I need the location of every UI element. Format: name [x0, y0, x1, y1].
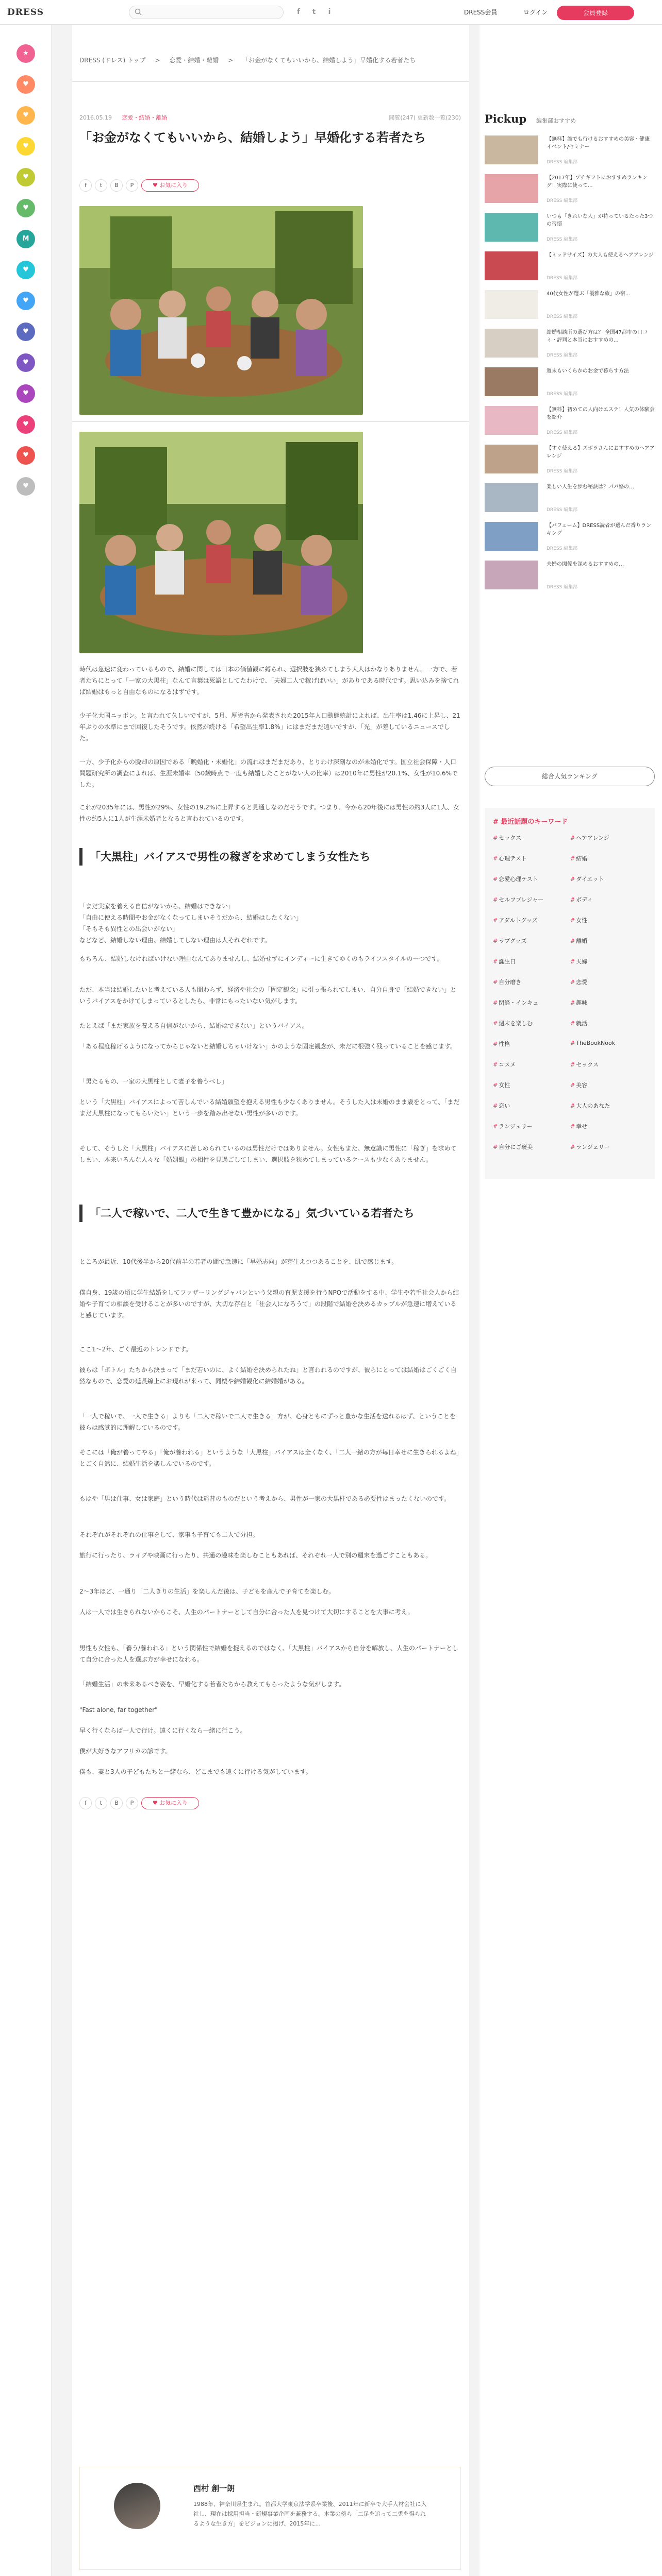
keyword-rank: # [570, 979, 575, 986]
keyword-label[interactable]: 週末を楽しむ [499, 1020, 533, 1027]
trending-keyword[interactable] [570, 998, 587, 1007]
pickup-thumbnail[interactable] [485, 561, 538, 589]
pickup-title[interactable]: いつも「きれいな人」が持っているたった3つの習慣 [547, 214, 653, 227]
keyword-rank: # [570, 1020, 575, 1027]
hero-photo [79, 206, 363, 415]
trending-keyword[interactable] [570, 834, 609, 842]
hatena-share-icon[interactable]: B [110, 179, 123, 192]
keyword-label[interactable]: 恋愛心理テスト [499, 876, 538, 883]
pickup-source: DRESS 編集部 [547, 353, 578, 358]
keyword-rank: # [493, 938, 498, 944]
pickup-thumbnail[interactable] [485, 290, 538, 319]
breadcrumb-category[interactable]: 恋愛・結婚・離婚 [169, 57, 219, 64]
author-bio: 1988年、神奈川県生まれ。首都大学東京法学系卒業後、2011年に新卒で大手人材会社に入社し、現在は採用担当・新規事業企画を兼務する。本業の傍ら「二足を追って二兎を得られるような生き方」をビジョンに掲げ、2015年に... [193, 2501, 427, 2527]
trending-keyword[interactable] [570, 895, 592, 904]
category-icon[interactable]: ★ [16, 44, 35, 63]
keyword-label[interactable]: 夫婦 [576, 958, 588, 965]
trending-keyword[interactable] [493, 937, 526, 945]
pickup-thumbnail[interactable] [485, 251, 538, 280]
trending-keyword[interactable] [493, 1122, 533, 1130]
pickup-title[interactable]: 【無料】誰でも行けるおすすめの美容・健康イベント/セミナー [547, 137, 650, 150]
keyword-rank: # [570, 938, 575, 944]
pickup-source: DRESS 編集部 [547, 160, 578, 165]
pickup-source: DRESS 編集部 [547, 430, 578, 435]
keyword-label[interactable]: 性格 [499, 1041, 510, 1047]
category-icon[interactable]: ♥ [16, 199, 35, 217]
pickup-thumbnail[interactable] [485, 522, 538, 551]
trending-keyword[interactable] [493, 978, 521, 986]
keyword-label[interactable]: 心理テスト [499, 855, 527, 862]
member-link[interactable]: DRESS会員 [464, 9, 498, 16]
pickup-title[interactable]: 【すぐ使える】ズボラさんにおすすめのヘアアレンジ [547, 446, 655, 459]
article-paragraph: 僕も、妻と3人の子どもたちと一緒なら、どこまでも遠くに行ける気がしています。 [79, 1768, 312, 1775]
keyword-label[interactable]: 女性 [499, 1082, 510, 1089]
ranking-button[interactable]: 総合人気ランキング [485, 767, 655, 786]
pickup-title[interactable]: 週末もいくらかのお金で暮らす方法 [547, 368, 629, 374]
article-column [72, 25, 469, 2576]
article-stats: 閲覧(247) 更新数一覧(230) [389, 114, 461, 121]
keyword-label[interactable]: 誕生日 [499, 958, 516, 965]
trending-keyword[interactable] [570, 978, 587, 986]
pickup-source: DRESS 編集部 [547, 507, 578, 513]
facebook-share-icon[interactable]: f [79, 1797, 92, 1809]
keyword-label[interactable]: 大人のあなた [576, 1103, 610, 1109]
trending-keyword[interactable] [570, 957, 587, 965]
article-paragraph: そして、そうした「大黒柱」バイアスに苦しめられているのは男性だけではありません。女性もまた、無意識に男性に「稼ぎ」を求めてしまい、本来いろんな人々な「婚姻観」の相性を見過ごしてしまい、選択肢を狭めてしまっているケースも少なくありません。 [79, 1145, 457, 1163]
article-paragraph: 「一人で稼いで、一人で生きる」よりも「二人で稼いで二人で生きる」方が、心身ともにずっと豊かな生活を送れるはず、ということを彼らは感覚的に理解しているのです。 [79, 1413, 456, 1431]
pickup-thumbnail[interactable] [485, 174, 538, 203]
keyword-label[interactable]: アダルトグッズ [499, 917, 538, 924]
keyword-rank: # [570, 999, 575, 1006]
article-paragraph: 旅行に行ったり、ライブや映画に行ったり、共通の趣味を楽しむこともあれば、それぞれ一人で別の週末を過ごすこともある。 [79, 1552, 432, 1559]
trending-keyword[interactable] [570, 916, 587, 924]
search-input[interactable] [129, 6, 284, 19]
section-heading: 「二人で稼いで、二人で生きて豊かになる」気づいている若者たち [79, 1205, 461, 1222]
trending-keyword[interactable] [570, 1040, 615, 1046]
pickup-subtitle: 編集部おすすめ [536, 117, 576, 124]
trending-keyword[interactable] [570, 1101, 610, 1110]
article-paragraph: ただ、本当は結婚したいと考えている人も間わらず、経済や社会の「固定観念」に引っ張られてしまい、自分自身で「結婚できない」というバイアスをかけてしまっているとしたら、非常にもったいない気がします。 [79, 986, 457, 1005]
trending-keyword[interactable] [570, 875, 604, 883]
breadcrumb-home[interactable]: DRESS (ドレス) トップ [79, 57, 146, 64]
article-paragraph: ここ1〜2年、ごく最近のトレンドです。 [79, 1346, 192, 1353]
keyword-label[interactable]: ラブグッズ [499, 938, 527, 944]
trending-keyword[interactable] [493, 1019, 533, 1027]
pickup-item[interactable] [485, 561, 655, 591]
trending-keyword[interactable] [493, 1143, 533, 1151]
pickup-item[interactable] [485, 406, 655, 437]
keyword-rank: # [570, 917, 575, 924]
share-bar-bottom [79, 1797, 199, 1809]
keyword-label[interactable]: 就活 [576, 1020, 588, 1027]
article-paragraph: 「結婚生活」の未来あるべき姿を、早婚化する若者たちから教えてもらったような気がします。 [79, 1681, 345, 1688]
family-dinner-image [79, 206, 363, 415]
keyword-rank: # [493, 958, 498, 965]
author-name[interactable]: 西村 創一朗 [193, 2484, 235, 2493]
article-date: 2016.05.19 [79, 114, 112, 121]
pickup-thumbnail[interactable] [485, 445, 538, 473]
keyword-rank: # [570, 896, 575, 903]
favorite-button[interactable]: ♥ お気に入り [141, 179, 199, 192]
trending-keyword[interactable] [493, 1060, 516, 1069]
trending-keyword[interactable] [493, 875, 538, 883]
article-paragraph: 僕自身、19歳の頃に学生結婚をしてファザーリングジャパンという父親の育児支援を行うNPOで活動をする中、学生や若手社会人から結婚や子育ての相談を受けることが多いのですが、大切な存在と「社会人になろうて」の段階で結婚を決めるカップルが急速に増えていると感じています。 [79, 1289, 459, 1319]
pocket-share-icon[interactable]: P [126, 179, 138, 192]
search-icon [135, 8, 142, 15]
article-paragraph: もちろん、結婚しなければいけない理由なんてありませんし、結婚せずにインディーに生きてゆくのもライフスタイルの一つです。 [79, 955, 443, 962]
trending-keyword[interactable] [493, 895, 543, 904]
keyword-rank: # [493, 855, 498, 862]
pickup-title[interactable]: 楽しい人生を歩む秘訣は？パパ婚の… [547, 484, 634, 490]
keyword-label[interactable]: ヘアアレンジ [576, 835, 609, 841]
keyword-label[interactable]: ランジェリー [499, 1123, 533, 1130]
trending-keyword[interactable] [493, 854, 527, 862]
article-paragraph: 2〜3年ほど、一通り「二人きりの生活」を楽しんだ後は、子どもを産んで子育てを楽しむ。 [79, 1588, 335, 1595]
article-paragraph: それぞれがそれぞれの仕事をして、家事も子育ても二人で分担。 [79, 1531, 259, 1538]
facebook-icon[interactable]: f [296, 8, 301, 16]
keyword-rank: # [493, 979, 498, 986]
keyword-rank: # [493, 896, 498, 903]
pickup-title[interactable]: 結婚相談所の選び方は？ 全国47都市の口コミ・評判と本当におすすめの... [547, 330, 648, 343]
keyword-label[interactable]: ダイエット [576, 876, 604, 883]
keyword-label[interactable]: TheBookNook [576, 1040, 616, 1046]
pickup-source: DRESS 編集部 [547, 546, 578, 551]
trending-keyword[interactable] [570, 1081, 587, 1089]
pickup-item[interactable] [485, 445, 655, 476]
pickup-source: DRESS 編集部 [547, 237, 578, 242]
pickup-thumbnail[interactable] [485, 483, 538, 512]
pickup-source: DRESS 編集部 [547, 469, 578, 474]
site-logo[interactable]: DRESS [7, 7, 44, 18]
site-header [0, 0, 662, 25]
article-paragraph: もはや「男は仕事、女は家庭」という時代は遥昔のものだという考えから、男性が一家の大黒柱である必要性はまったくないのです。 [79, 1495, 451, 1502]
pickup-item[interactable] [485, 522, 655, 553]
pickup-item[interactable] [485, 290, 655, 321]
category-icon[interactable]: M [16, 230, 35, 248]
keyword-label[interactable]: 恋愛 [576, 979, 588, 986]
keyword-label[interactable]: セックス [576, 1061, 599, 1068]
breadcrumb: DRESS (ドレス) トップ > 恋愛・結婚・離婚 > 「お金がなくてもいいから、結婚しよう」早婚化する若者たち [79, 57, 416, 64]
trending-keyword[interactable] [493, 957, 516, 965]
keyword-rank: # [570, 876, 575, 883]
trending-keywords-title: # 最近話題のキーワード [493, 818, 568, 826]
article-lead: 時代は急速に変わっているもので、結婚に関しては日本の価値観に縛られ、選択肢を狭めてしまう大人はかなりありません。一方で、若者たちにとって「一家の大黒柱」なんて言葉は死語としてたわけで、「夫婦二人で稼げばいい」がありである時代です。思い込みを捨てれば結婚はもっと自由なものになるはずです。 [79, 666, 459, 696]
keyword-label[interactable]: 女性 [576, 917, 588, 924]
category-icon[interactable]: ♥ [16, 384, 35, 403]
pickup-title[interactable]: 40代女性が選ぶ「優雅な旅」の宿… [547, 291, 631, 297]
category-icon[interactable]: ♥ [16, 415, 35, 434]
keyword-rank: # [493, 1020, 498, 1027]
keyword-label[interactable]: 幸せ [576, 1123, 588, 1130]
pickup-title[interactable]: 【無料】初めての人向けエステ！人気の体験会を紹介 [547, 407, 655, 420]
pickup-thumbnail[interactable] [485, 329, 538, 358]
category-icon[interactable]: ♥ [16, 75, 35, 94]
category-icon[interactable]: ♥ [16, 292, 35, 310]
trending-keyword[interactable] [570, 1019, 587, 1027]
pickup-source: DRESS 編集部 [547, 585, 578, 590]
article-paragraph: ところが最近、10代後半から20代前半の若者の間で急速に「早婚志向」が芽生えつつあることを、肌で感じます。 [79, 1258, 398, 1265]
trending-keyword[interactable] [493, 998, 538, 1007]
article-paragraph: たとえば「まだ家族を養える自信がないから、結婚はできない」というバイアス。 [79, 1022, 308, 1029]
category-icon[interactable]: ♥ [16, 323, 35, 341]
login-link[interactable]: ログイン [523, 9, 548, 16]
family-dinner-image [79, 432, 363, 653]
divider [72, 81, 469, 82]
instagram-icon[interactable]: i [328, 8, 331, 16]
pickup-thumbnail[interactable] [485, 135, 538, 164]
article-title: 「お金がなくてもいいから、結婚しよう」早婚化する若者たち [79, 130, 426, 145]
keyword-rank: # [493, 835, 498, 841]
trending-keyword[interactable] [493, 916, 538, 924]
twitter-icon[interactable]: t [312, 8, 316, 16]
pocket-share-icon[interactable]: P [126, 1797, 138, 1809]
pickup-thumbnail[interactable] [485, 367, 538, 396]
article-paragraph: 「男たるもの、一家の大黒柱として妻子を養うべし」 [79, 1078, 228, 1085]
author-avatar [114, 2483, 160, 2529]
category-icon[interactable]: ♥ [16, 106, 35, 125]
article-paragraph: そこには「俺が養ってやる」「俺が養われる」というような「大黒柱」バイアスは全くなく、「二人一緒の方が毎日幸せに生きられるよね」とごく自然に、結婚生活を楽しんでいるのです。 [79, 1449, 459, 1467]
pickup-item[interactable] [485, 483, 655, 514]
keyword-rank: # [493, 1061, 498, 1068]
pickup-title: Pickup [485, 112, 527, 125]
keyword-rank: # [493, 1123, 498, 1130]
article-quote: "Fast alone, far together" [79, 1706, 158, 1714]
article-category[interactable]: 恋愛・結婚・離婚 [122, 114, 168, 121]
article-paragraph: 「まだ実家を養える自信がないから、結婚はできない」 「自由に使える時間やお金がなくなってしまいそうだから、結婚はしたくない」 「そもそも異性との出会いがない」 などなど、結婚しない理由、結婚してしない理由は人それぞれです。 [79, 903, 303, 944]
pickup-thumbnail[interactable] [485, 406, 538, 435]
pickup-source: DRESS 編集部 [547, 198, 578, 204]
keyword-rank: # [570, 1103, 575, 1109]
keyword-label[interactable]: 趣味 [576, 999, 588, 1006]
trending-keyword[interactable] [570, 854, 587, 862]
keyword-rank: # [570, 855, 575, 862]
article-paragraph: 「ある程度稼げるようになってからじゃないと結婚しちゃいけない」かのような固定観念が、未だに根強く残っていることを感じます。 [79, 1043, 457, 1050]
pickup-item[interactable] [485, 213, 655, 244]
facebook-share-icon[interactable]: f [79, 179, 92, 192]
trending-keyword[interactable] [570, 1122, 587, 1130]
article-paragraph: 少子化大国ニッポン。と言われて久しいですが、5月、厚労省から発表された2015年人口動態統計によれば、出生率は1.46に上昇し、21年ぶりの水準にまで回復したそうです。依然が続ける「希望出生率1.8%」にはまだまだ遠いですが、「光」が差しているニュースでした。 [79, 712, 460, 742]
favorite-button[interactable]: ♥ お気に入り [141, 1797, 199, 1809]
keyword-label[interactable]: ボディ [576, 896, 593, 903]
keyword-label[interactable]: ランジェリー [576, 1144, 610, 1150]
hatena-share-icon[interactable]: B [110, 1797, 123, 1809]
category-icon[interactable]: ♥ [16, 446, 35, 465]
pickup-title[interactable]: 夫婦の関係を深めるおすすめの… [547, 562, 624, 567]
keyword-rank: # [493, 917, 498, 924]
pickup-title[interactable]: 【パフューム】DRESS読者が選んだ香りランキング [547, 523, 652, 536]
keyword-rank: # [570, 958, 575, 965]
share-bar [79, 179, 199, 192]
trending-keyword[interactable] [570, 937, 587, 945]
trending-keyword[interactable] [570, 1060, 599, 1069]
article-paragraph: これが2035年には、男性が29%、女性の19.2%に上昇すると見通しなのだそうです。つまり、今から20年後には男性の約3人に1人、女性の約5人に1人が生涯未婚者となると言われているのです。 [79, 804, 459, 822]
article-paragraph: 彼らは「ボトル」たちから決まって「まだ若いのに、よく結婚を決められたね」と言われるのですが、彼らにとっては結婚はごくごく自然なもので、恋愛の延長線上にお現れが来って、同棲や結婚観化に結婚婚がある。 [79, 1366, 457, 1385]
keyword-label[interactable]: 恋い [499, 1103, 510, 1109]
pickup-item[interactable] [485, 367, 655, 398]
keyword-rank: # [570, 1123, 575, 1130]
section-heading: 「大黒柱」バイアスで男性の稼ぎを求めてしまう女性たち [79, 848, 461, 866]
category-icon[interactable]: ♥ [16, 168, 35, 187]
pickup-item[interactable] [485, 329, 655, 360]
pickup-source: DRESS 編集部 [547, 276, 578, 281]
keyword-rank: # [493, 1144, 498, 1150]
category-sidebar [0, 25, 52, 2576]
keyword-rank: # [493, 1103, 498, 1109]
article-paragraph: 一方、少子化からの脱却の原因である「晩婚化・未婚化」の流れはまだまだあり、とりわけ深刻なのが未婚化です。国立社会保障・人口問題研究所の調査によれば、生涯未婚率（50歳時点で一度も結婚したことがない人の比率）は2010年に男性が20.1%、女性が10.6%でした。 [79, 758, 458, 788]
pickup-item[interactable] [485, 135, 655, 166]
twitter-share-icon[interactable]: t [95, 179, 107, 192]
trending-keyword[interactable] [493, 1081, 510, 1089]
keyword-rank: # [570, 1082, 575, 1089]
keyword-label[interactable]: 離婚 [576, 938, 588, 944]
pickup-title[interactable]: 【2017年】プチギフトにおすすめランキング！実際に使って... [547, 175, 648, 189]
article-paragraph: 早く行くならば一人で行け。遠くに行くなら一緒に行こう。 [79, 1727, 246, 1734]
keyword-label[interactable]: セルフプレジャー [499, 896, 544, 903]
pickup-item[interactable] [485, 251, 655, 282]
keyword-rank: # [493, 1082, 498, 1089]
article-paragraph: 人は一人では生きられないからこそ、人生のパートナーとして自分に合った人を見つけて大切にすることを大事に考え。 [79, 1608, 414, 1616]
article-photo [79, 432, 363, 653]
trending-keyword[interactable] [570, 1143, 610, 1151]
article-paragraph: 僕が大好きなアフリカの諺です。 [79, 1748, 172, 1755]
keyword-rank: # [570, 1144, 575, 1150]
keyword-rank: # [570, 1061, 575, 1068]
keyword-rank: # [493, 876, 498, 883]
category-icon[interactable]: ♥ [16, 137, 35, 156]
category-icon[interactable]: ♥ [16, 261, 35, 279]
article-meta [79, 113, 461, 122]
trending-keyword[interactable] [493, 834, 521, 842]
keyword-rank: # [570, 835, 575, 841]
pickup-source: DRESS 編集部 [547, 314, 578, 319]
keyword-label[interactable]: 閉経・インキュ [499, 999, 539, 1006]
breadcrumb-current: 「お金がなくてもいいから、結婚しよう」早婚化する若者たち [242, 57, 416, 64]
keyword-label[interactable]: 自分にご褒美 [499, 1144, 533, 1150]
header-social [294, 7, 334, 16]
keyword-rank: # [493, 999, 498, 1006]
keyword-rank: # [570, 1040, 575, 1046]
twitter-share-icon[interactable]: t [95, 1797, 107, 1809]
keyword-label[interactable]: 結婚 [576, 855, 588, 862]
category-icon[interactable]: ♥ [16, 477, 35, 496]
author-profile [79, 2467, 461, 2570]
pickup-thumbnail[interactable] [485, 213, 538, 242]
register-button[interactable]: 会員登録 [557, 6, 634, 20]
trending-keywords [485, 808, 655, 1179]
keyword-label[interactable]: コスメ [499, 1061, 516, 1068]
article-paragraph: 男性も女性も、「養う/養われる」という関係性で結婚を捉えるのではなく、「大黒柱」バイアスから自分を解放し、人生のパートナーとして自分に合った人を選ぶ方が幸せになれる。 [79, 1645, 458, 1663]
keyword-label[interactable]: 自分磨き [499, 979, 522, 986]
article-paragraph: という「大黒柱」バイアスによって苦しんでいる結婚願望を抱える男性も少なくありません。そうした人は未婚のまま歳をとって、「まだまだ大黒柱になってもらいたい」という一歩を踏み出せない男性が多いのです。 [79, 1098, 460, 1117]
keyword-rank: # [493, 1041, 498, 1047]
category-icon[interactable]: ♥ [16, 353, 35, 372]
divider [72, 421, 469, 422]
trending-keyword[interactable] [493, 1101, 510, 1110]
right-sidebar [479, 25, 662, 2576]
pickup-item[interactable] [485, 174, 655, 205]
trending-keyword[interactable] [493, 1040, 510, 1048]
pickup-title[interactable]: 【ミッドサイズ】の大人も使えるヘアアレンジ [547, 252, 654, 258]
keyword-label[interactable]: セックス [499, 835, 522, 841]
keyword-label[interactable]: 美容 [576, 1082, 588, 1089]
pickup-source: DRESS 編集部 [547, 392, 578, 397]
